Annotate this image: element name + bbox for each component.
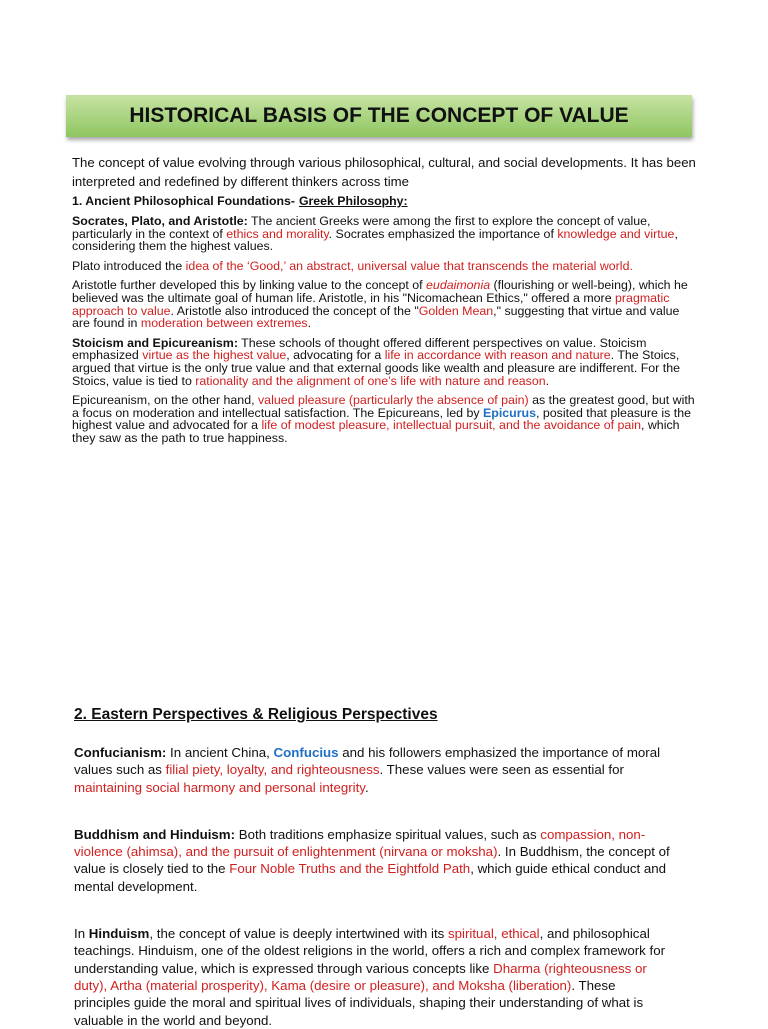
hinduism-paragraph [74,925,674,1029]
text-run: as the greatest good, but with a focus on moderation and intellectual satisfaction. The Epicureans, led by [72,393,695,420]
intro-paragraph: The concept of value evolving through various philosophical, cultural, and social developments. It has been interpreted and redefined by different thinkers across time [72,155,696,189]
epicureanism-paragraph [72,394,697,444]
text-run: Epicureanism, on the other hand, [72,393,258,408]
highlight-red: maintaining social harmony and personal integrity [74,779,365,795]
section1-heading [72,193,697,209]
text-run: Aristotle further developed this by linking value to the concept of [72,278,427,293]
highlight-red: moderation between extremes [140,316,308,331]
text-run: . Aristotle also introduced the concept of the " [170,303,419,318]
text-run: , considering them the highest values. [72,226,678,254]
text-run: . These values were seen as essential for [379,762,624,778]
highlight-red: Four Noble Truths and the Eightfold Path [229,861,471,877]
buddhism-label: Buddhism and Hinduism: [74,826,236,842]
text-run: ," suggesting that virtue and value are found in [72,303,680,331]
text-run: . [307,316,312,331]
socrates-paragraph [72,215,697,253]
text-run: . The Stoics, argued that virtue is the only true value and that external goods like wealth and pleasure are indifferent. For the Stoics, value is tied to [72,348,680,388]
highlight-red: Dharma (righteousness or duty), Artha (material prosperity), Kama (desire or pleasure), and Moksha (liberation) [74,960,647,993]
socrates-label: Socrates, Plato, and Aristotle: [72,214,248,228]
buddhism-paragraph [74,826,674,895]
highlight-red: idea of the ‘Good,’ an abstract, universal value that transcends the material world. [185,258,633,273]
text-run: and his followers emphasized the importance of moral values such as [74,745,661,778]
text-run: . [545,373,550,388]
aristotle-paragraph [72,279,697,329]
text-run: . In Buddhism, the concept of value is closely tied to the [74,844,670,877]
text-run: , posited that pleasure is the highest value and advocated for a [72,405,691,433]
hinduism-label: Hinduism [88,926,150,942]
text-run: Plato introduced the [72,258,186,273]
highlight-red: pragmatic approach to value [72,290,670,318]
text-run: Both traditions emphasize spiritual values, such as [235,826,541,842]
section-greek-philosophy [72,153,697,452]
highlight-blue: Confucius [273,745,339,760]
text-run: , which they saw as the path to true happiness. [72,418,680,445]
page-title: HISTORICAL BASIS OF THE CONCEPT OF VALUE [129,104,629,127]
highlight-red: eudaimonia [426,278,491,293]
section-eastern-perspectives [74,704,674,1029]
text-run: These schools of thought offered different perspectives on value. Stoicism emphasized [72,335,647,363]
text-run: , the concept of value is deeply intertwined with its [149,926,448,942]
highlight-red: virtue as the highest value [142,348,287,363]
confucianism-paragraph [74,744,674,796]
text-run: In ancient China, [166,745,274,760]
highlight-red: spiritual, ethical [447,926,540,942]
section1-heading-underlined: Greek Philosophy: [298,194,408,208]
text-run: , which guide ethical conduct and mental development. [74,861,667,894]
text-run: . [364,779,369,795]
plato-paragraph [72,260,697,273]
highlight-blue: Epicurus [482,405,537,420]
text-run: . Socrates emphasized the importance of [328,226,558,241]
highlight-red: compassion, non-violence (ahimsa), and the pursuit of enlightenment (nirvana or moksha) [74,826,646,860]
highlight-red: valued pleasure (particularly the absence of pain) [257,393,529,408]
text-run: , and philosophical teachings. Hinduism, one of the oldest religions in the world, offers a rich and complex framework for understanding value, which is expressed through various concepts like [74,926,666,976]
text-run: . These principles guide the moral and spiritual lives of individuals, shaping their understanding of what is valuable in the world and beyond. [74,977,644,1028]
stoicism-paragraph [72,337,697,387]
text-run: (flourishing or well-being), which he believed was the ultimate goal of human life. Aristotle, in his "Nicomachean Ethics," offered a more [72,278,688,305]
text-run: , advocating for a [286,348,385,363]
section1-heading-prefix: 1. Ancient Philosophical Foundations- [72,194,295,208]
highlight-red: life of modest pleasure, intellectual pursuit, and the avoidance of pain [261,418,641,433]
highlight-red: knowledge and virtue [557,226,675,241]
highlight-red: rationality and the alignment of one’s life with nature and reason [195,373,546,388]
section2-heading: 2. Eastern Perspectives & Religious Perspectives [74,706,438,723]
title-banner [66,95,692,137]
confucianism-label: Confucianism: [74,745,167,760]
highlight-red: ethics and morality [226,226,329,241]
highlight-red: life in accordance with reason and nature [384,348,611,363]
highlight-red: filial piety, loyalty, and righteousness [165,762,380,778]
highlight-red: Golden Mean [418,303,494,318]
text-run: In [74,926,89,942]
stoicism-label: Stoicism and Epicureanism: [72,335,238,350]
text-run: The ancient Greeks were among the first to explore the concept of value, particularly in the context of [72,214,651,241]
